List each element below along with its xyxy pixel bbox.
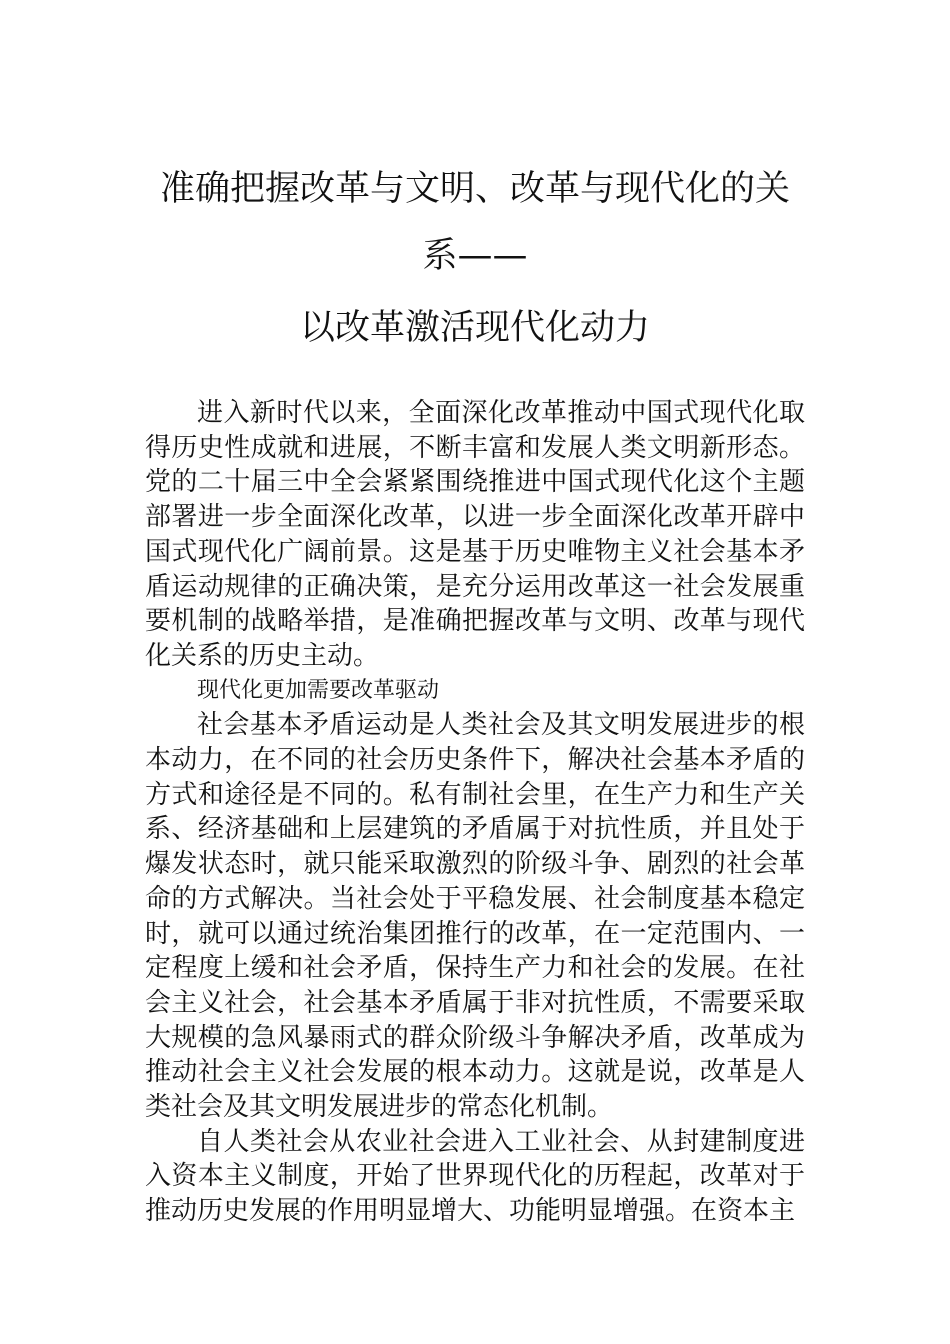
title-line-2: 系——: [422, 236, 528, 276]
paragraph-modernization-history: 自人类社会从农业社会进入工业社会、从封建制度进入资本主义制度，开始了世界现代化的历程起，改革对于推动历史发展的作用明显增大、功能明显增强。在资本主: [145, 1126, 805, 1227]
title-line-1: 准确把握改革与文明、改革与现代化的关: [159, 169, 790, 209]
title-line-3: 以改革激活现代化动力: [299, 308, 650, 348]
section-heading: 现代化更加需要改革驱动: [197, 677, 440, 703]
paragraph-intro: 进入新时代以来，全面深化改革推动中国式现代化取得历史性成就和进展，不断丰富和发展人类文明新形态。党的二十届三中全会紧紧围绕推进中国式现代化这个主题部署进一步全面深化改革，以进一步全面深化改革开辟中国式现代化广阔前景。这是基于历史唯物主义社会基本矛盾运动规律的正确决策，是充分运用改革这一社会发展重要机制的战略举措，是准确把握改革与文明、改革与现代化关系的历史主动。: [145, 398, 805, 671]
article-body: [145, 396, 805, 1229]
paragraph-basic-contradiction: 社会基本矛盾运动是人类社会及其文明发展进步的根本动力，在不同的社会历史条件下，解决社会基本矛盾的方式和途径是不同的。私有制社会里，在生产力和生产关系、经济基础和上层建筑的矛盾属于对抗性质，并且处于爆发状态时，就只能采取激烈的阶级斗争、剧烈的社会革命的方式解决。当社会处于平稳发展、社会制度基本稳定时，就可以通过统治集团推行的改革，在一定范围内、一定程度上缓和社会矛盾，保持生产力和社会的发展。在社会主义社会，社会基本矛盾属于非对抗性质，不需要采取大规模的急风暴雨式的群众阶级斗争解决矛盾，改革成为推动社会主义社会发展的根本动力。这就是说，改革是人类社会及其文明发展进步的常态化机制。: [145, 710, 805, 1123]
